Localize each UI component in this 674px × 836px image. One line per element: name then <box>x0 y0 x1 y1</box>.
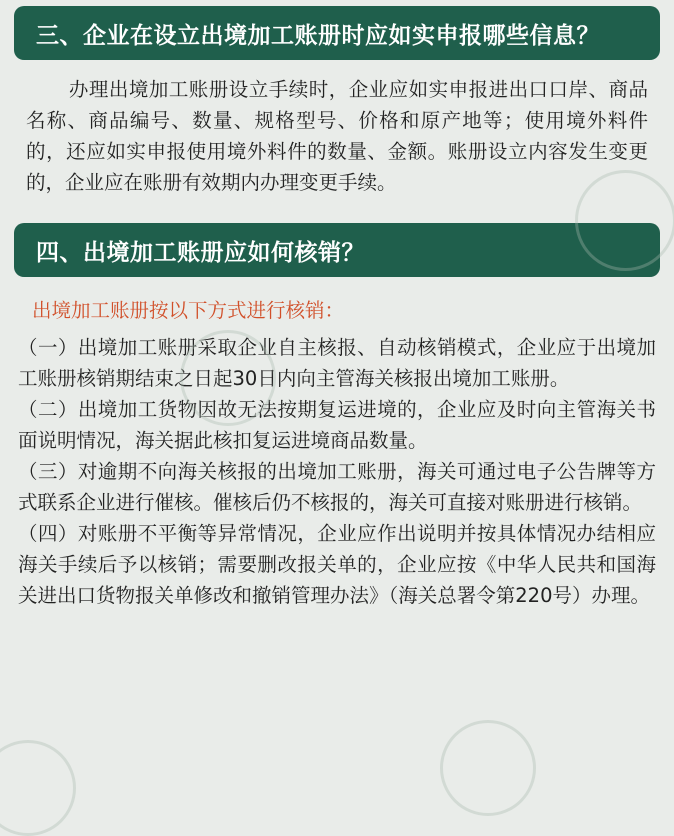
watermark-circle-icon <box>0 740 76 836</box>
section-3-body <box>14 60 660 198</box>
list-item: （三）对逾期不向海关核报的出境加工账册，海关可通过电子公告牌等方式联系企业进行催核。催核后仍不核报的，海关可直接对账册进行核销。 <box>18 460 656 514</box>
list-item: （一）出境加工账册采取企业自主核报、自动核销模式，企业应于出境加工账册核销期结束之日起30日内向主管海关核报出境加工账册。 <box>18 336 656 390</box>
section-3-paragraph: 办理出境加工账册设立手续时，企业应如实申报进出口口岸、商品名称、商品编号、数量、规格型号、价格和原产地等；使用境外料件的，还应如实申报使用境外料件的数量、金额。账册设立内容发生变更的，企业应在账册有效期内办理变更手续。 <box>26 78 648 194</box>
section-4-items <box>14 332 660 611</box>
section-4-subheading: 出境加工账册按以下方式进行核销： <box>32 299 345 322</box>
section-4-heading: 四、出境加工账册应如何核销？ <box>14 223 660 277</box>
section-4 <box>14 223 660 611</box>
list-item: （四）对账册不平衡等异常情况，企业应作出说明并按具体情况办结相应海关手续后予以核销；需要删改报关单的，企业应按《中华人民共和国海关进出口货物报关单修改和撤销管理办法》（海关总署令第220号）办理。 <box>18 522 656 607</box>
section-3-heading: 三、企业在设立出境加工账册时应如实申报哪些信息？ <box>14 6 660 60</box>
watermark-circle-icon <box>440 720 536 816</box>
list-item: （二）出境加工货物因故无法按期复运进境的，企业应及时向主管海关书面说明情况，海关据此核扣复运进境商品数量。 <box>18 398 656 452</box>
